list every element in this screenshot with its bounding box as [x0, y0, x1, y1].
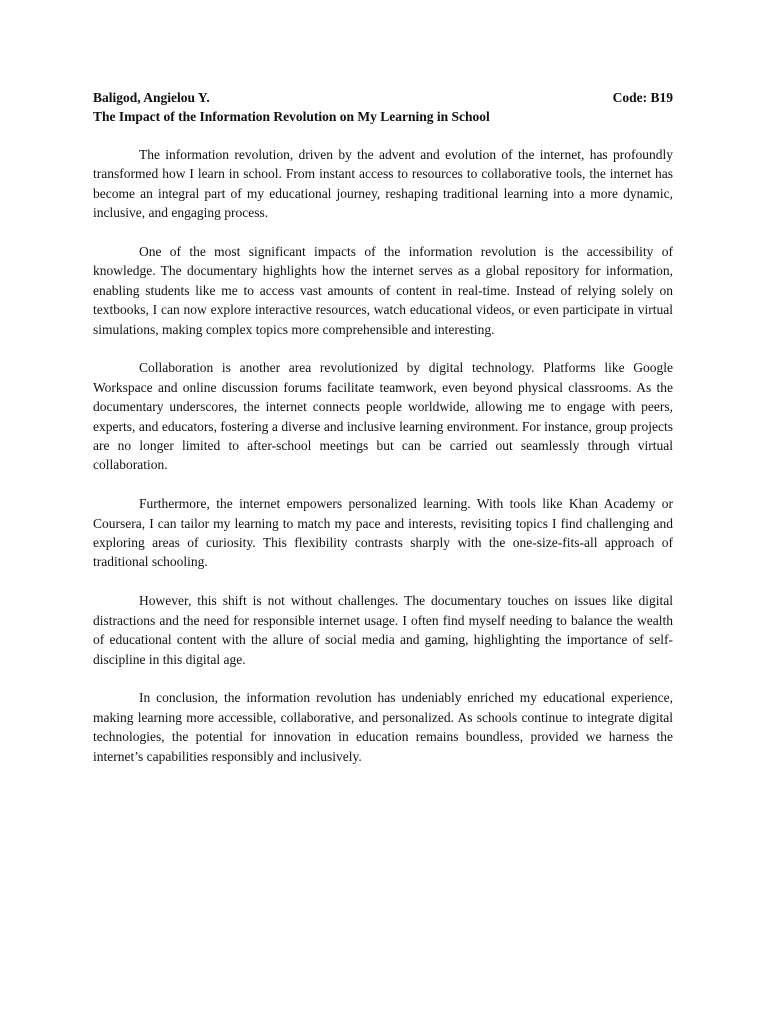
document-code: Code: B19	[612, 90, 673, 105]
paragraph-collaboration: Collaboration is another area revolutionized by digital technology. Platforms like Google Workspace and online discussion forums facilitate teamwork, even beyond physical classrooms. As the documentary underscores, the internet connects people worldwide, allowing me to engage with peers, experts, and educators, fostering a diverse and inclusive learning environment. For instance, group projects are no longer limited to after-school meetings but can be carried out seamlessly through virtual collaboration.	[93, 360, 673, 473]
document-page	[93, 88, 673, 785]
paragraph-personalized-learning: Furthermore, the internet empowers personalized learning. With tools like Khan Academy or Coursera, I can tailor my learning to match my pace and interests, revisiting topics I find challenging and exploring areas of curiosity. This flexibility contrasts sharply with the one-size-fits-all approach of traditional schooling.	[93, 496, 673, 570]
paragraph-accessibility: One of the most significant impacts of the information revolution is the accessibility of knowledge. The documentary highlights how the internet serves as a global repository for information, enabling students like me to access vast amounts of content in real-time. Instead of relying solely on textbooks, I can now explore interactive resources, watch educational videos, or even participate in virtual simulations, making complex topics more comprehensible and interesting.	[93, 244, 673, 337]
paragraph-intro: The information revolution, driven by the advent and evolution of the internet, has profoundly transformed how I learn in school. From instant access to resources to collaborative tools, the internet has become an integral part of my educational journey, reshaping traditional learning into a more dynamic, inclusive, and engaging process.	[93, 147, 673, 221]
paragraph-challenges: However, this shift is not without challenges. The documentary touches on issues like digital distractions and the need for responsible internet usage. I often find myself needing to balance the wealth of educational content with the allure of social media and gaming, highlighting the importance of self-discipline in this digital age.	[93, 593, 673, 667]
paragraph-conclusion: In conclusion, the information revolution has undeniably enriched my educational experience, making learning more accessible, collaborative, and personalized. As schools continue to integrate digital technologies, the potential for innovation in education remains boundless, provided we harness the internet’s capabilities responsibly and inclusively.	[93, 690, 673, 764]
header-row	[93, 88, 673, 107]
document-body	[93, 145, 673, 766]
author-name: Baligod, Angielou Y.	[93, 90, 210, 105]
document-title: The Impact of the Information Revolution on My Learning in School	[93, 109, 490, 124]
